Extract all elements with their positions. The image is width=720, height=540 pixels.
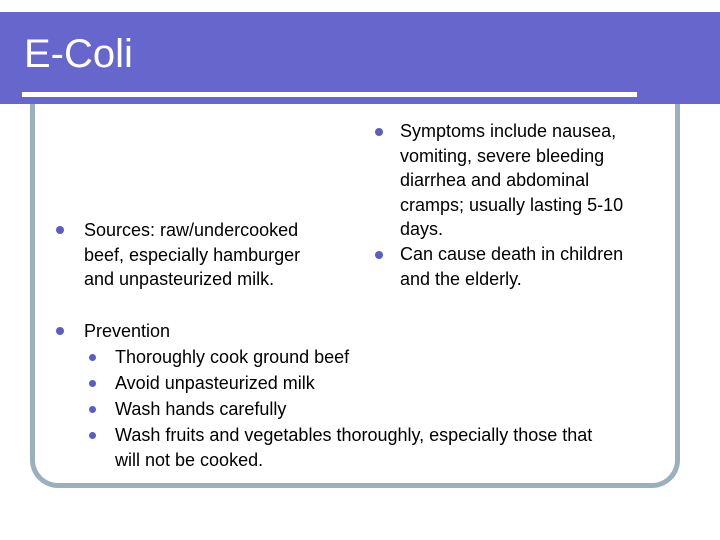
title-underline (22, 92, 637, 97)
prevention-item: Thoroughly cook ground beef (115, 347, 350, 367)
prevention-item-bullet-icon (89, 406, 96, 413)
prevention-item-bullet-icon (89, 354, 96, 361)
death-bullet-icon (375, 251, 383, 259)
symptoms-line: days. (400, 219, 444, 239)
prevention-heading: Prevention (84, 321, 171, 341)
prevention-item: Wash hands carefully (115, 399, 287, 419)
sources-line: Sources: raw/undercooked (84, 220, 299, 240)
prevention-item (115, 423, 592, 472)
prevention-item-line: Wash fruits and vegetables thoroughly, especially those that (115, 425, 593, 445)
symptoms-line: cramps; usually lasting 5-10 (400, 194, 624, 215)
death-line: and the elderly. (400, 268, 522, 289)
slide-title: E-Coli (24, 32, 133, 76)
sources-bullet-icon (56, 226, 64, 234)
sources-line: and unpasteurized milk. (84, 269, 275, 289)
symptoms-line: diarrhea and abdominal (400, 170, 590, 190)
prevention-item-line: will not be cooked. (115, 449, 264, 470)
prevention-item: Avoid unpasteurized milk (115, 373, 315, 393)
symptoms-text (400, 119, 623, 242)
sources-text (84, 218, 300, 292)
sources-line: beef, especially hamburger (84, 244, 301, 265)
symptoms-line: vomiting, severe bleeding (400, 145, 605, 166)
symptoms-line: Symptoms include nausea, (400, 121, 617, 141)
prevention-item-bullet-icon (89, 432, 96, 439)
death-line: Can cause death in children (400, 244, 624, 264)
prevention-item-bullet-icon (89, 380, 96, 387)
symptoms-bullet-icon (375, 128, 383, 136)
prevention-bullet-icon (56, 327, 64, 335)
death-text (400, 242, 623, 291)
